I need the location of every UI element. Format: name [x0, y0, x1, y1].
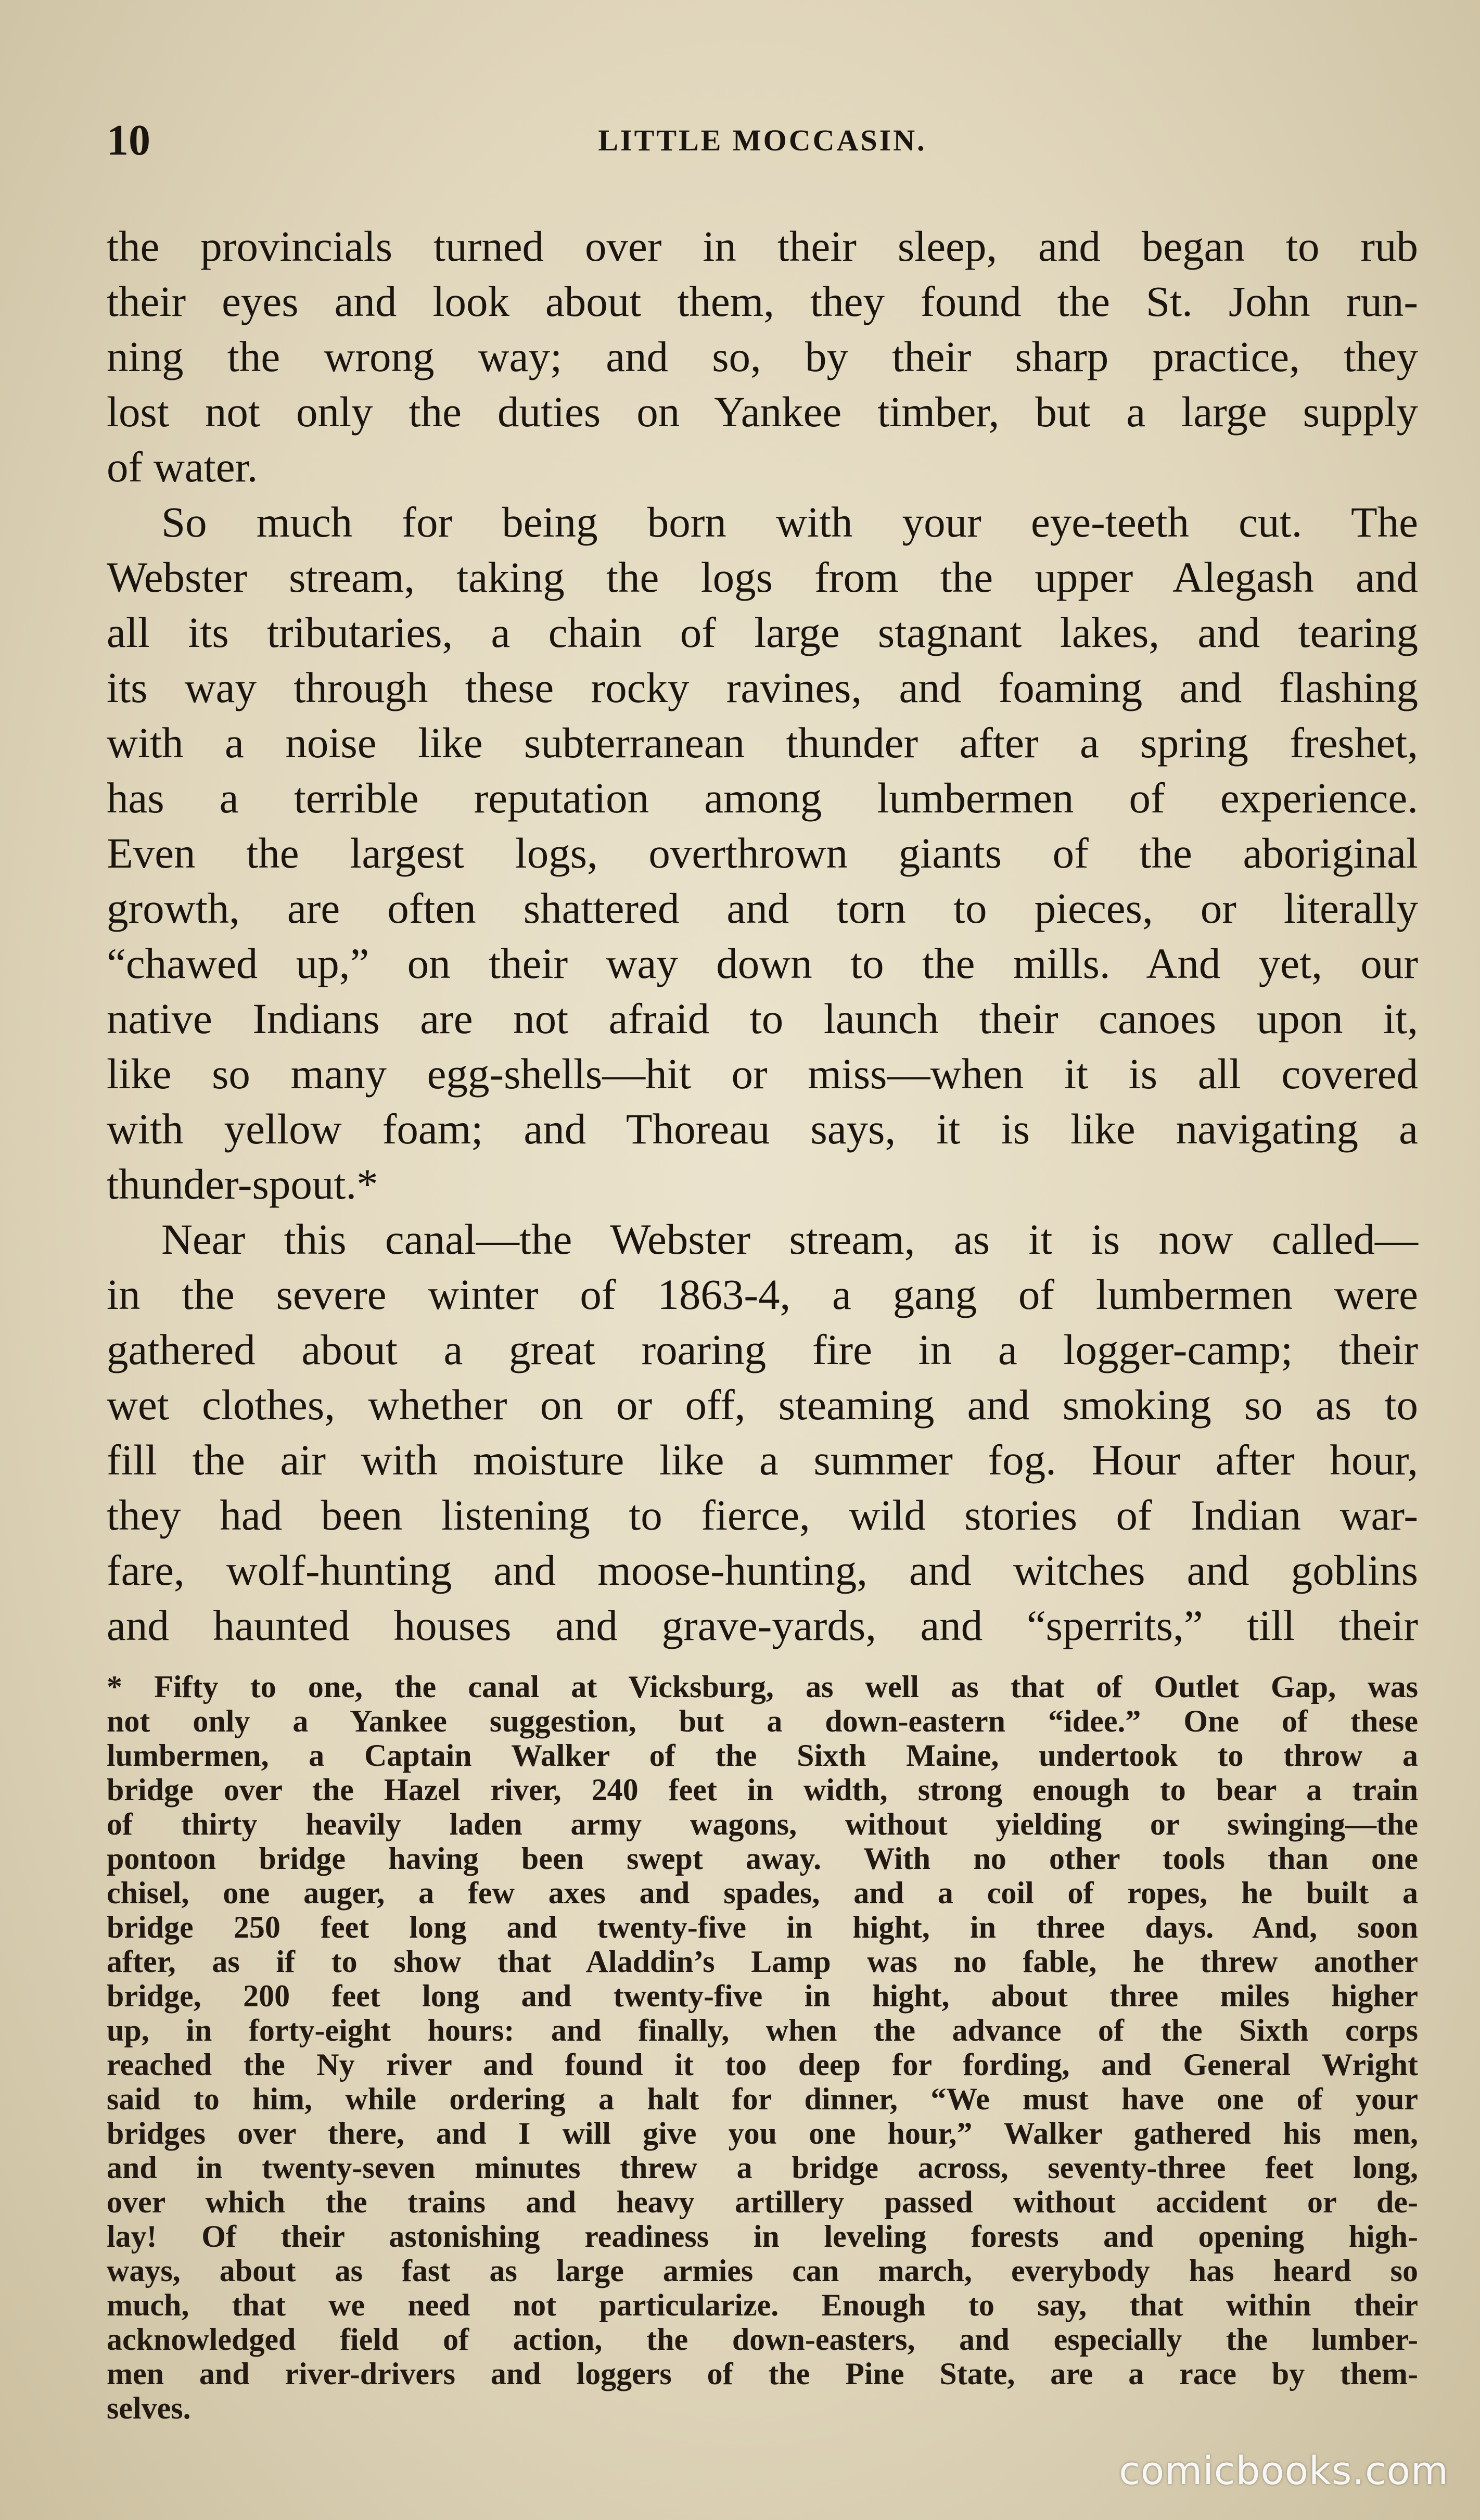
- footnote-line: much, that we need not particularize. Enough to say, that within their: [107, 2288, 1418, 2322]
- footnote-line: pontoon bridge having been swept away. With no other tools than one: [107, 1841, 1418, 1876]
- body-line: Near this canal—the Webster stream, as it is now called—: [161, 1215, 1418, 1263]
- footnote-line: men and river-drivers and loggers of the Pine State, are a race by them-: [107, 2357, 1418, 2391]
- body-text: [107, 219, 1418, 1653]
- body-line: growth, are often shattered and torn to pieces, or literally: [107, 884, 1418, 932]
- body-line: “chawed up,” on their way down to the mills. And yet, our: [107, 939, 1418, 987]
- body-line: its way through these rocky ravines, and foaming and flashing: [107, 664, 1418, 711]
- body-line: they had been listening to fierce, wild stories of Indian war-: [107, 1491, 1418, 1539]
- footnote-line: after, as if to show that Aladdin’s Lamp was no fable, he threw another: [107, 1944, 1418, 1979]
- footnote-line: up, in forty-eight hours: and finally, when the advance of the Sixth corps: [107, 2013, 1418, 2047]
- body-line: their eyes and look about them, they found the St. John run-: [107, 277, 1418, 325]
- body-line: lost not only the duties on Yankee timber, but a large supply: [107, 388, 1418, 436]
- body-line: thunder-spout.*: [107, 1160, 378, 1208]
- body-line: fill the air with moisture like a summer fog. Hour after hour,: [107, 1436, 1418, 1484]
- footnote-line: not only a Yankee suggestion, but a down-eastern “idee.” One of these: [107, 1704, 1418, 1738]
- body-line: of water.: [107, 443, 258, 491]
- footnote-line: chisel, one auger, a few axes and spades, and a coil of ropes, he built a: [107, 1876, 1418, 1910]
- footnote-line: over which the trains and heavy artillery passed without accident or de-: [107, 2185, 1418, 2219]
- body-line: wet clothes, whether on or off, steaming and smoking so as to: [107, 1381, 1418, 1429]
- body-line: fare, wolf-hunting and moose-hunting, and witches and goblins: [107, 1546, 1418, 1594]
- body-line: the provincials turned over in their sleep, and began to rub: [107, 222, 1418, 270]
- body-line: native Indians are not afraid to launch their canoes upon it,: [107, 995, 1418, 1042]
- footnote-line: acknowledged field of action, the down-easters, and especially the lumber-: [107, 2322, 1418, 2357]
- footnote-line: selves.: [107, 2391, 191, 2425]
- footnote: [107, 1670, 1418, 2425]
- body-line: ning the wrong way; and so, by their sharp practice, they: [107, 333, 1418, 380]
- body-line: like so many egg-shells—hit or miss—when it is all covered: [107, 1050, 1418, 1098]
- body-line: in the severe winter of 1863-4, a gang of lumbermen were: [107, 1270, 1418, 1318]
- body-line: Webster stream, taking the logs from the upper Alegash and: [107, 553, 1418, 601]
- footnote-line: bridge 250 feet long and twenty-five in hight, in three days. And, soon: [107, 1910, 1418, 1944]
- footnote-line: said to him, while ordering a halt for dinner, “We must have one of your: [107, 2082, 1418, 2116]
- page-number: 10: [107, 116, 150, 164]
- body-line: So much for being born with your eye-teeth cut. The: [161, 498, 1418, 546]
- body-line: with a noise like subterranean thunder after a spring freshet,: [107, 719, 1418, 767]
- body-line: Even the largest logs, overthrown giants of the aboriginal: [107, 829, 1418, 877]
- footnote-line: lay! Of their astonishing readiness in leveling forests and opening high-: [107, 2219, 1418, 2254]
- body-line: with yellow foam; and Thoreau says, it is like navigating a: [107, 1105, 1418, 1153]
- footnote-line: ways, about as fast as large armies can march, everybody has heard so: [107, 2254, 1418, 2288]
- footnote-line: and in twenty-seven minutes threw a bridge across, seventy-three feet long,: [107, 2150, 1418, 2185]
- footnote-line: bridge, 200 feet long and twenty-five in hight, about three miles higher: [107, 1979, 1418, 2013]
- footnote-line: bridge over the Hazel river, 240 feet in width, strong enough to bear a train: [107, 1773, 1418, 1807]
- body-line: gathered about a great roaring fire in a logger-camp; their: [107, 1326, 1418, 1373]
- page-header: [107, 112, 1418, 169]
- footnote-line: reached the Ny river and found it too deep for fording, and General Wright: [107, 2047, 1418, 2082]
- body-line: and haunted houses and grave-yards, and “sperrits,” till their: [107, 1601, 1418, 1649]
- body-line: all its tributaries, a chain of large stagnant lakes, and tearing: [107, 608, 1418, 656]
- watermark: comicbooks.com: [1119, 2449, 1449, 2493]
- footnote-line: of thirty heavily laden army wagons, without yielding or swinging—the: [107, 1807, 1418, 1841]
- body-line: has a terrible reputation among lumbermen of experience.: [107, 774, 1418, 822]
- footnote-line: * Fifty to one, the canal at Vicksburg, as well as that of Outlet Gap, was: [107, 1670, 1418, 1704]
- running-head: LITTLE MOCCASIN.: [598, 123, 927, 157]
- footnote-line: bridges over there, and I will give you one hour,” Walker gathered his men,: [107, 2116, 1418, 2150]
- footnote-line: lumbermen, a Captain Walker of the Sixth Maine, undertook to throw a: [107, 1738, 1418, 1773]
